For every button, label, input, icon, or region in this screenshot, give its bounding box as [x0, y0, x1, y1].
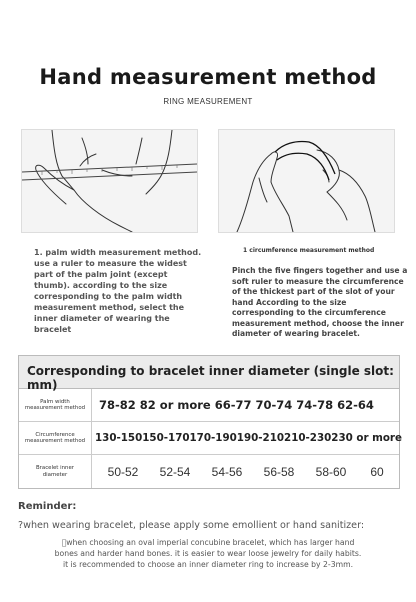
hand-ruler-drawing: [22, 130, 197, 232]
diameter-cell: 60: [370, 464, 384, 479]
page-title: Hand measurement method: [39, 65, 377, 89]
diameter-cell: 58-60: [315, 464, 347, 479]
reminder-oval-bracelet:  when choosing an oval imperial concubine bracelet, which has larger hand bones and harder hand bones. it is easier to wear loose jewelry for daily habits. it is recommended to choose an inner diameter ring to increase by 2-3mm.: [54, 538, 362, 569]
reminder-emollient: ?when wearing bracelet, please apply some emollient or hand sanitizer:: [18, 520, 365, 531]
pinched-hand-drawing: [219, 130, 394, 232]
diameter-cell: 56-58: [263, 464, 295, 479]
diameter-cell: 52-54: [159, 464, 191, 479]
size-table: [18, 355, 400, 489]
diameter-cell: 54-56: [211, 464, 243, 479]
table-row-palm-width: [19, 389, 399, 422]
palm-ruler-illustration: [21, 129, 198, 233]
circumference-values-text: 130-150150-170170-190190-210210-230230 or more: [95, 432, 402, 444]
circumference-illustration: [218, 129, 395, 233]
palm-width-values: [93, 389, 399, 421]
palm-width-values-text: 78-82 82 or more 66-77 70-74 74-78 62-64: [99, 398, 374, 412]
row-label-inner-diameter: Bracelet inner diameter: [19, 455, 92, 488]
page-subtitle: RING MEASUREMENT: [163, 97, 253, 106]
circumference-description: Pinch the five fingers together and use a soft ruler to measure the circumference of the thickest part of the slot of your hand According to the size corresponding to the circumference measurement method, choose the inner diameter of wearing bracelet.: [232, 266, 408, 338]
table-row-inner-diameter: [19, 455, 399, 488]
diameter-cell: 50-52: [107, 464, 139, 479]
row-label-palm-width: Palm width measurement method: [19, 389, 92, 421]
circumference-heading: 1 circumference measurement method: [243, 247, 375, 254]
circumference-values: [93, 422, 402, 454]
reminder-title: Reminder:: [18, 501, 77, 512]
table-row-circumference: [19, 422, 402, 455]
inner-diameter-values: [93, 455, 399, 488]
table-header-text: Corresponding to bracelet inner diameter (single slot: mm): [27, 364, 394, 392]
row-label-circumference: Circumference measurement method: [19, 422, 92, 454]
table-header: [19, 356, 399, 392]
palm-width-description: 1. palm width measurement method. use a ruler to measure the widest part of the palm joint (except thumb). according to the size corresponding to the palm width measurement method, select the inner diameter of wearing the bracelet: [34, 248, 202, 334]
